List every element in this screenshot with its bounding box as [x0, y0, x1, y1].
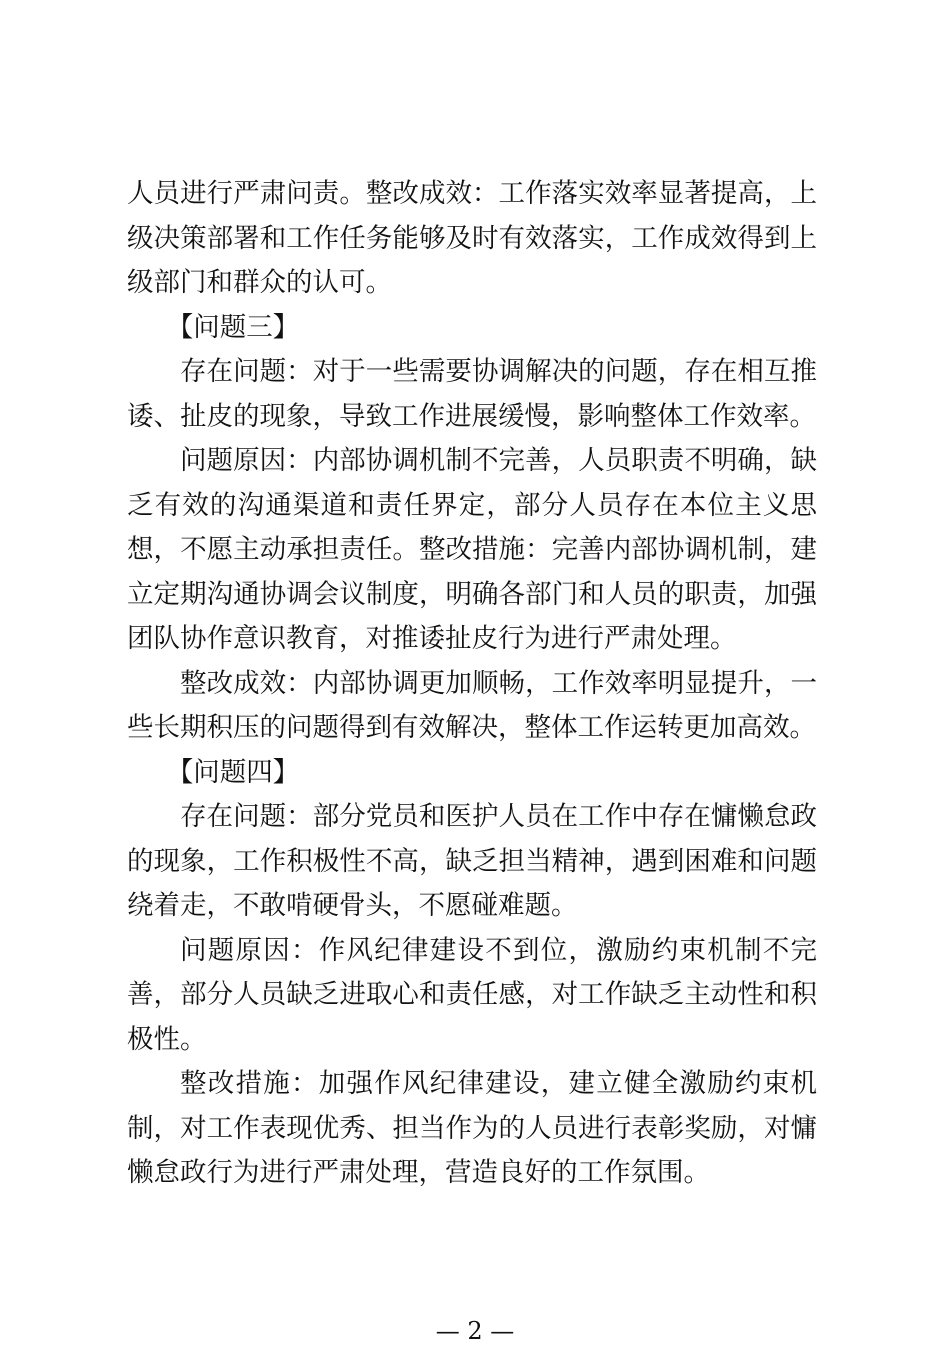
- paragraph-continuation: 人员进行严肃问责。整改成效：工作落实效率显著提高，上级决策部署和工作任务能够及时有效落实，工作成效得到上级部门和群众的认可。: [127, 178, 817, 298]
- paragraph-cause-four: 问题原因：作风纪律建设不到位，激励约束机制不完善，部分人员缺乏进取心和责任感，对工作缺乏主动性和积极性。: [127, 934, 817, 1055]
- paragraph-existing-problem-four: 存在问题：部分党员和医护人员在工作中存在慵懒怠政的现象，工作积极性不高，缺乏担当精神，遇到困难和问题绕着走，不敢啃硬骨头，不愿碰难题。: [127, 801, 817, 921]
- paragraph-existing-problem-three: 存在问题：对于一些需要协调解决的问题，存在相互推诿、扯皮的现象，导致工作进展缓慢，影响整体工作效率。: [127, 356, 817, 432]
- paragraph-measures-four: 整改措施：加强作风纪律建设，建立健全激励约束机制，对工作表现优秀、担当作为的人员进行表彰奖励，对慵懒怠政行为进行严肃处理，营造良好的工作氛围。: [127, 1068, 817, 1188]
- paragraph-results-three: 整改成效：内部协调更加顺畅，工作效率明显提升，一些长期积压的问题得到有效解决，整体工作运转更加高效。: [127, 667, 817, 743]
- document-body: [127, 172, 817, 1196]
- paragraph-cause-and-measures-three: 问题原因：内部协调机制不完善，人员职责不明确，缺乏有效的沟通渠道和责任界定，部分人员存在本位主义思想，不愿主动承担责任。整改措施：完善内部协调机制，建立定期沟通协调会议制度，明确各部门和人员的职责，加强团队协作意识教育，对推诿扯皮行为进行严肃处理。: [127, 445, 817, 654]
- section-heading-problem-three: 【问题三】: [166, 311, 300, 343]
- page-number: — 2 —: [435, 1317, 515, 1345]
- section-heading-problem-four: 【问题四】: [166, 756, 300, 788]
